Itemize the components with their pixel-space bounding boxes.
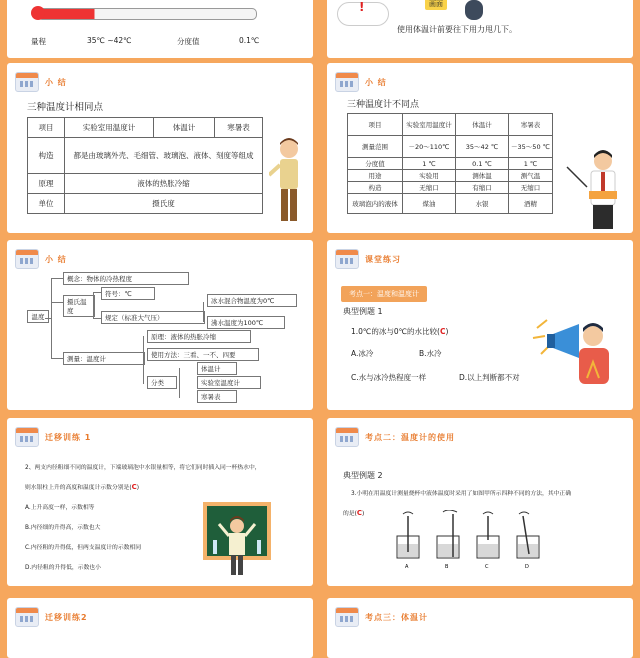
cell: 实验用 xyxy=(403,170,456,182)
option-c: C.内径粗的升得低，但两支温度计的示数相同 xyxy=(25,545,142,551)
map-connector xyxy=(93,292,101,293)
slide-header xyxy=(335,248,401,270)
answer-mark: C xyxy=(439,327,446,336)
cell: 煤油 xyxy=(403,194,456,214)
slide-header xyxy=(15,426,91,448)
slide-header xyxy=(15,606,88,628)
shake-caption: 使用体温计前要往下用力甩几下。 xyxy=(397,25,517,34)
row-value: 都是由玻璃外壳、毛细管、玻璃泡、液体、刻度等组成 xyxy=(65,138,263,174)
similarities-table xyxy=(27,117,263,214)
thermometer-illustration xyxy=(37,8,257,20)
beaker-label: A xyxy=(405,564,409,570)
map-connector xyxy=(45,318,52,319)
question-line-2 xyxy=(343,508,364,517)
slide-shake-thermometer xyxy=(327,0,633,58)
division-label: 分度值 xyxy=(177,37,200,46)
calendar-icon xyxy=(335,427,359,447)
thermometer-bulb xyxy=(31,6,45,20)
row-label: 原理 xyxy=(28,174,65,194)
header-cell: 项目 xyxy=(28,118,65,138)
question-close: ) xyxy=(445,327,449,336)
option-b: B.水冷 xyxy=(419,349,442,358)
section-title: 课堂练习 xyxy=(365,254,401,264)
question-line-1: 2、两支内径粗细不同的温度计，下端玻璃泡中水银量相等，将它们同时插入同一杯热水中， xyxy=(25,465,261,471)
cell: 分度值 xyxy=(348,158,403,170)
exclamation-icon: ! xyxy=(359,0,365,14)
table-row xyxy=(348,170,553,182)
calendar-icon xyxy=(335,249,359,269)
cell: 无缩口 xyxy=(403,182,456,194)
section-title: 考点二：温度计的使用 xyxy=(365,432,455,442)
beaker-b xyxy=(437,514,459,558)
cell: 0.1 ℃ xyxy=(456,158,509,170)
megaphone-speaker-illustration xyxy=(527,318,617,388)
slide-header xyxy=(335,71,387,93)
section-title: 迁移训练2 xyxy=(45,612,88,622)
beaker-diagrams xyxy=(391,510,551,570)
slide-thermometer-range xyxy=(7,0,313,58)
range-value: 35℃ ~42℃ xyxy=(87,36,132,45)
header-cell: 实验室用温度计 xyxy=(403,114,456,136)
map-concept: 概念：物体的冷热程度 xyxy=(63,272,189,285)
picture-badge: 画面 xyxy=(425,0,447,10)
map-connector xyxy=(51,278,63,279)
calendar-icon xyxy=(335,72,359,92)
beaker-label: C xyxy=(485,564,489,570)
map-connector xyxy=(51,302,63,303)
header-cell: 实验室用温度计 xyxy=(65,118,154,138)
slide-header xyxy=(15,71,67,93)
cell: 用途 xyxy=(348,170,403,182)
table-row xyxy=(348,194,553,214)
section-title: 小 结 xyxy=(45,254,67,264)
cell: 1 ℃ xyxy=(403,158,456,170)
table-row xyxy=(348,136,553,158)
row-value: 摄氏度 xyxy=(65,194,263,214)
slide-transfer-training-2 xyxy=(7,598,313,658)
section-title: 小 结 xyxy=(365,77,387,87)
cell: －20～110℃ xyxy=(403,136,456,158)
cell: －35～50 ℃ xyxy=(509,136,553,158)
cell: 35～42 ℃ xyxy=(456,136,509,158)
example-title: 典型例题 1 xyxy=(343,307,383,316)
map-connector xyxy=(93,292,94,318)
header-cell: 体温计 xyxy=(456,114,509,136)
cell: 1 ℃ xyxy=(509,158,553,170)
teacher-illustration xyxy=(563,147,627,229)
slide-summary-similarities xyxy=(7,63,313,233)
calendar-icon xyxy=(15,249,39,269)
beaker-d xyxy=(517,516,539,558)
table-heading: 三种温度计相同点 xyxy=(27,102,104,113)
question-line-2 xyxy=(25,482,139,491)
calendar-icon xyxy=(15,427,39,447)
cell: 构造 xyxy=(348,182,403,194)
slide-header xyxy=(15,248,67,270)
section-title: 小 结 xyxy=(45,77,67,87)
cell: 水银 xyxy=(456,194,509,214)
header-cell: 项目 xyxy=(348,114,403,136)
range-label: 量程 xyxy=(31,37,46,46)
table-row xyxy=(28,138,263,174)
map-root: 温度 xyxy=(27,310,49,323)
map-type: 实验室温度计 xyxy=(197,376,261,389)
topic-tag: 考点一：温度和温度计 xyxy=(341,286,427,302)
cell: 无缩口 xyxy=(509,182,553,194)
map-connector xyxy=(203,302,204,322)
cell: 测体温 xyxy=(456,170,509,182)
calendar-icon xyxy=(335,607,359,627)
beaker-label: D xyxy=(525,564,529,570)
calendar-icon xyxy=(15,607,39,627)
answer-mark: C xyxy=(356,509,362,517)
map-celsius: 摄氏温度 xyxy=(63,295,95,317)
map-measure: 测量：温度计 xyxy=(63,352,145,365)
teacher-pointing-illustration xyxy=(269,135,309,227)
slide-concept-map xyxy=(7,240,313,410)
section-title: 迁移训练 1 xyxy=(45,432,92,442)
example-title: 典型例题 2 xyxy=(343,471,383,480)
slide-thermometer-usage xyxy=(327,418,633,586)
cell: 测量范围 xyxy=(348,136,403,158)
cell: 有缩口 xyxy=(456,182,509,194)
cell: 玻璃泡内的液体 xyxy=(348,194,403,214)
map-boil: 沸水温度为100℃ xyxy=(207,316,285,329)
option-c: C.水与冰冷热程度一样 xyxy=(351,373,427,382)
option-b: B.内径细的升得高，示数也大 xyxy=(25,525,101,531)
option-a: A.冰冷 xyxy=(351,349,374,358)
table-header-row xyxy=(348,114,553,136)
answer-mark: C xyxy=(131,483,137,491)
question-stem: 则水银柱上升的高度和温度计示数分别是( xyxy=(25,485,132,491)
beaker-c xyxy=(477,516,499,558)
slide-class-practice xyxy=(327,240,633,410)
table-row xyxy=(28,174,263,194)
question-close: ) xyxy=(136,485,140,491)
header-cell: 寒暑表 xyxy=(509,114,553,136)
map-symbol: 符号：℃ xyxy=(101,287,155,300)
table-header-row xyxy=(28,118,263,138)
cell: 测气温 xyxy=(509,170,553,182)
header-cell: 寒暑表 xyxy=(215,118,263,138)
slide-body-thermometer xyxy=(327,598,633,658)
option-d: D.以上判断都不对 xyxy=(459,373,520,382)
slide-header xyxy=(335,426,455,448)
map-principle: 原理：液体的热胀冷缩 xyxy=(147,330,251,343)
header-cell: 体温计 xyxy=(154,118,215,138)
map-rule: 规定（标准大气压） xyxy=(101,311,205,324)
differences-table xyxy=(347,113,553,214)
map-type: 寒暑表 xyxy=(197,390,237,403)
slide-summary-differences xyxy=(327,63,633,233)
beaker-label: B xyxy=(445,564,449,570)
section-title: 考点三：体温计 xyxy=(365,612,428,622)
option-a: A.上升高度一样，示数相等 xyxy=(25,505,95,511)
slide-transfer-training-1 xyxy=(7,418,313,586)
cell: 酒精 xyxy=(509,194,553,214)
map-classify: 分类 xyxy=(147,376,177,389)
map-connector xyxy=(51,358,63,359)
map-connector xyxy=(93,318,101,319)
row-value: 液体的热胀冷缩 xyxy=(65,174,263,194)
row-label: 构造 xyxy=(28,138,65,174)
table-heading: 三种温度计不同点 xyxy=(347,100,420,110)
beaker-a xyxy=(397,516,419,558)
map-ice: 冰水混合物温度为0℃ xyxy=(207,294,297,307)
question-line-1: 3.小明在用温度计测量烧杯中液体温度时采用了如图甲所示四种不同的方法，其中正确 xyxy=(351,491,572,497)
map-usage: 使用方法：三看、一不、四要 xyxy=(147,348,259,361)
question-stem: 1.0℃的冰与0℃的水比较( xyxy=(351,327,440,336)
question-text xyxy=(351,326,448,337)
table-row xyxy=(28,194,263,214)
row-label: 单位 xyxy=(28,194,65,214)
question-stem: 的是( xyxy=(343,511,357,517)
shaking-hand-icon xyxy=(465,0,483,20)
division-value: 0.1℃ xyxy=(239,36,260,45)
option-d: D.内径粗的升得低，示数也小 xyxy=(25,565,101,571)
slide-header xyxy=(335,606,428,628)
table-row xyxy=(348,182,553,194)
table-row xyxy=(348,158,553,170)
calendar-icon xyxy=(15,72,39,92)
question-close: ) xyxy=(362,511,365,517)
map-type: 体温计 xyxy=(197,362,237,375)
teacher-blackboard-illustration xyxy=(201,500,273,580)
map-connector xyxy=(179,368,180,398)
map-connector xyxy=(143,336,144,384)
